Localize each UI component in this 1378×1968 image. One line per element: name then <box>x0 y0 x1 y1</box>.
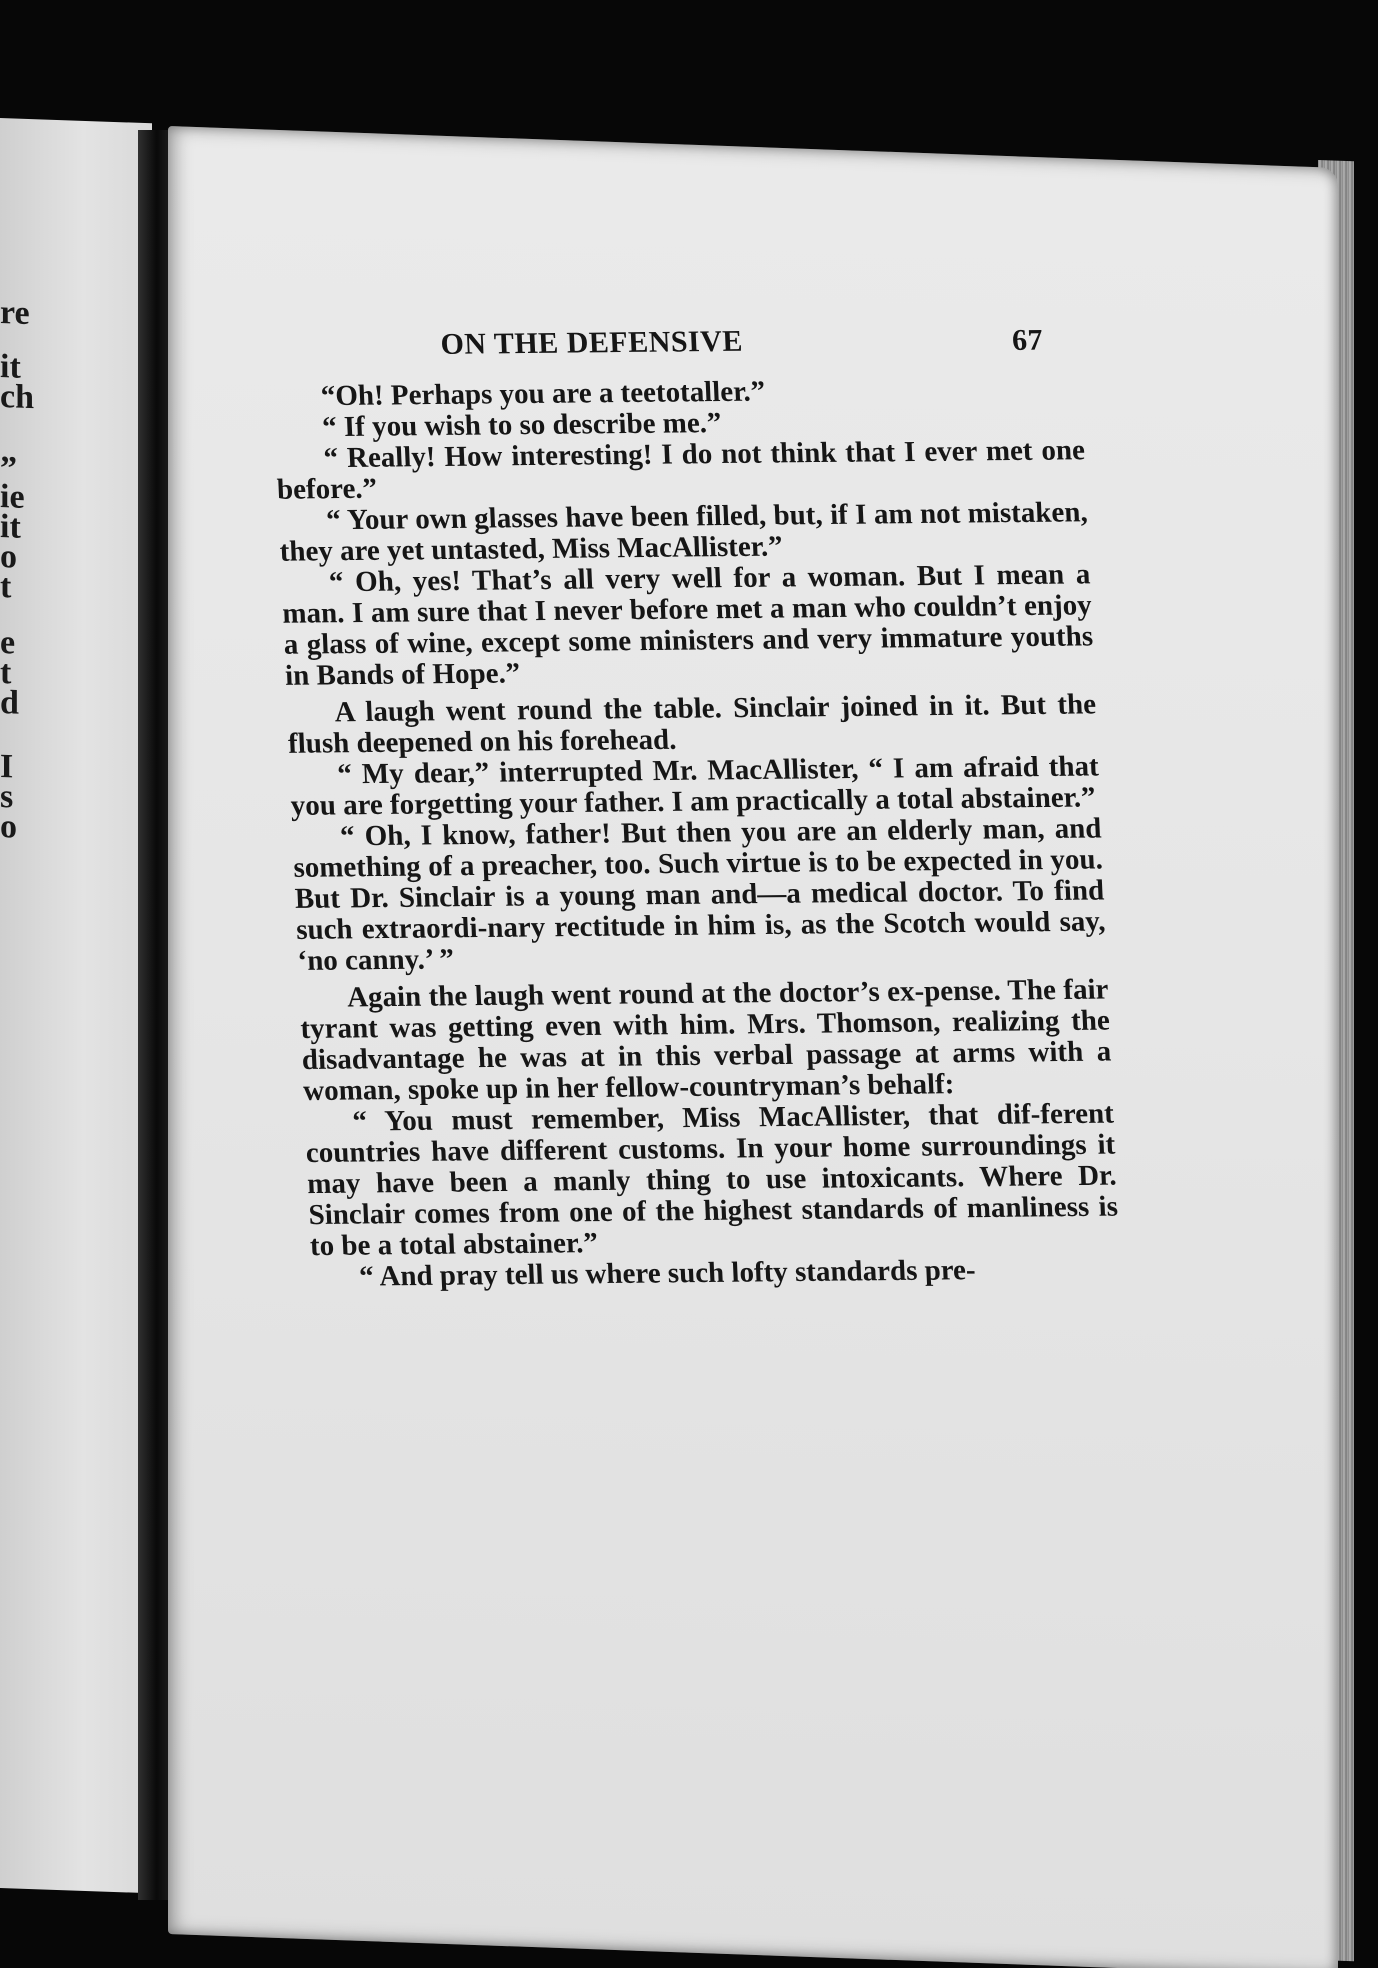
left-page-fragment: s <box>0 778 14 816</box>
paragraph: “ If you wish to so describe me.” <box>321 407 723 444</box>
book-gutter <box>138 130 172 1900</box>
paragraph: “ Oh, I know, father! But then you are an elderly man, and something of a preacher, too. Such virtue is to be expected in you. But Dr. Sinclair is a young man and—a medical doctor. To find such extraordi-nary rectitude in him is, as the Scotch would say, ‘no canny.’ ” <box>292 812 1107 977</box>
chapter-title: ON THE DEFENSIVE <box>439 324 744 361</box>
paragraph: “Oh! Perhaps you are a teetotaller.” <box>320 375 766 413</box>
left-page-fragment: ie <box>0 478 25 516</box>
paragraph: Again the laugh went round at the doctor’s ex-pense. The fair tyrant was getting even with him. Mrs. Thomson, realizing the disadvantage he was at in this verbal passage at arms with a woman, spoke up in her fellow-countryman’s behalf: <box>299 973 1112 1108</box>
paragraph: “ And pray tell us where such lofty standards pre- <box>358 1254 977 1293</box>
left-page-fragment: it <box>0 508 21 546</box>
paragraph: “ Your own glasses have been filled, but, if I am not mistaken, they are yet untasted, Miss MacAllister.” <box>278 496 1089 568</box>
left-page-fragment: ch <box>0 378 34 417</box>
paragraph: A laugh went round the table. Sinclair joined in it. But the flush deepened on his forehead. <box>287 688 1097 760</box>
left-page-fragment: re <box>0 294 30 333</box>
left-page-fragment: o <box>0 538 17 576</box>
paragraph: “ Really! How interesting! I do not think that I ever met one before.” <box>276 434 1086 506</box>
left-page-fragment: it <box>0 348 21 386</box>
book-page <box>168 126 1338 1968</box>
paragraph: “ Oh, yes! That’s all very well for a woman. But I mean a man. I am sure that I never before met a man who couldn’t enjoy a glass of wine, except some ministers and very immature youths in Bands of Hope.” <box>281 558 1094 692</box>
paragraph: “ My dear,” interrupted Mr. MacAllister, “ I am afraid that you are forgetting your father. I am practically a total abstainer.” <box>290 750 1100 822</box>
left-facing-page <box>0 118 152 1893</box>
left-page-fragment: o <box>0 808 17 846</box>
left-page-fragment: d <box>0 684 19 722</box>
left-page-fragment: t <box>0 568 12 606</box>
left-page-fragment: t <box>0 654 12 692</box>
paragraph: “ You must remember, Miss MacAllister, that dif-ferent countries have different customs. In your home surroundings it may have been a manly thing to use intoxicants. Where Dr. Sinclair comes from one of the highest standards of manliness is to be a total abstainer.” <box>305 1097 1119 1263</box>
left-page-fragment: e <box>0 624 16 662</box>
left-page-fragment: ” <box>0 450 17 488</box>
page-number: 67 <box>1011 323 1044 357</box>
running-head <box>270 321 1081 382</box>
page-text-block <box>270 321 1121 1293</box>
left-page-fragment: I <box>0 748 14 786</box>
